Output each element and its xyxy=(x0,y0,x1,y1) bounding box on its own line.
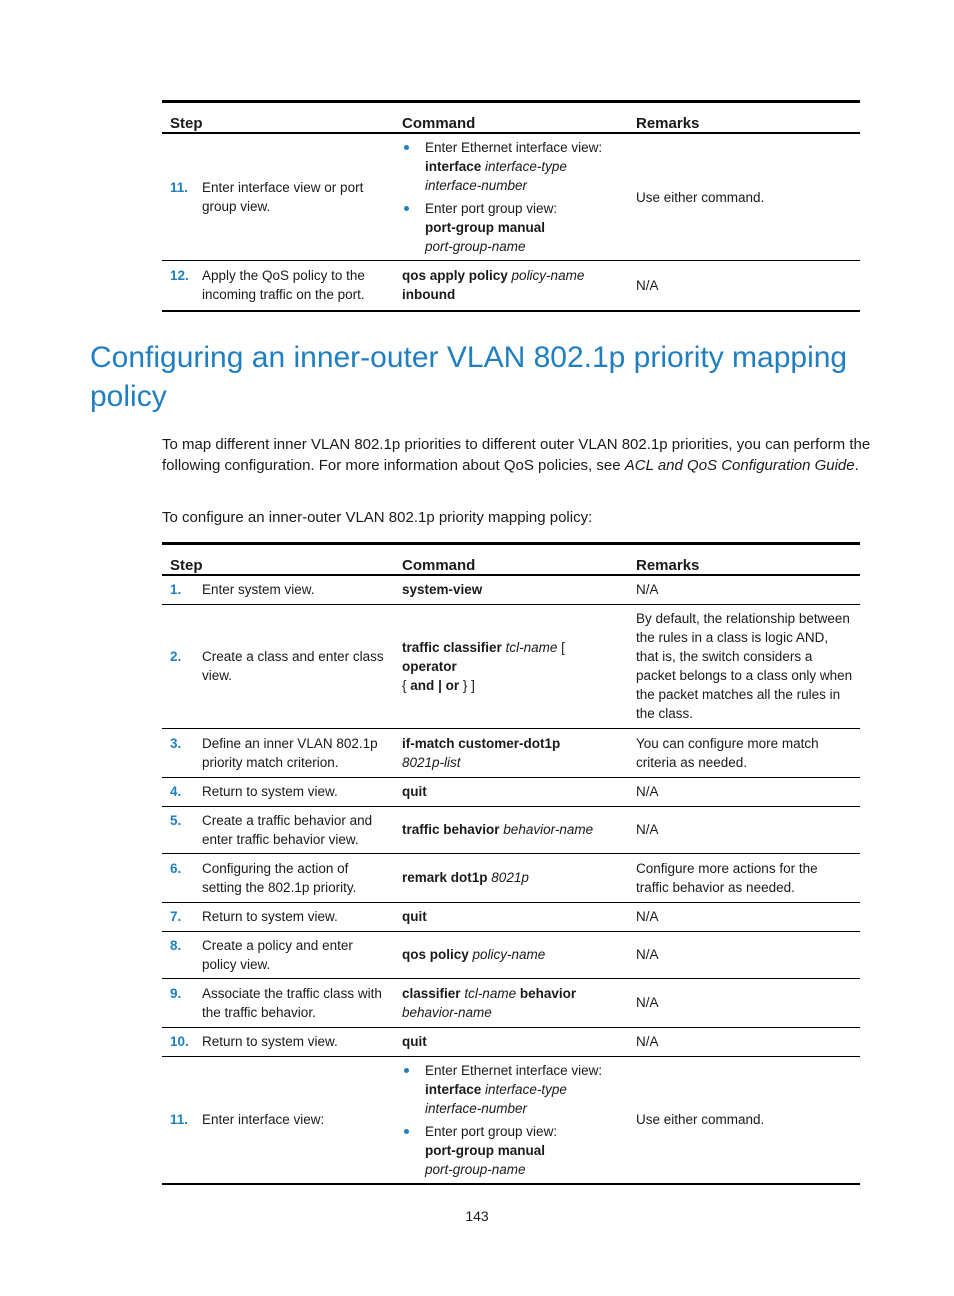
command-keyword: interface xyxy=(425,1081,482,1097)
step-number: 6. xyxy=(170,860,182,876)
step-number: 9. xyxy=(170,985,182,1001)
table-row xyxy=(162,853,860,902)
section-title: Configuring an inner-outer VLAN 802.1p priority mapping policy xyxy=(90,341,848,413)
step-cell xyxy=(162,853,394,902)
syntax-brace: { xyxy=(402,677,407,693)
step-cell xyxy=(162,777,394,806)
step-cell xyxy=(162,728,394,777)
list-item xyxy=(402,199,622,256)
remarks-cell: N/A xyxy=(628,978,860,1027)
list-item xyxy=(402,1122,622,1179)
option-intro: Enter Ethernet interface view: xyxy=(425,140,603,155)
command-keyword: inbound xyxy=(402,287,456,303)
step-cell xyxy=(162,1027,394,1056)
step-cell xyxy=(162,604,394,728)
step-number: 11. xyxy=(170,1112,189,1127)
table-row xyxy=(162,806,860,853)
command-cell xyxy=(394,806,628,853)
intro-text: To map different inner VLAN 802.1p priorities to different outer VLAN 802.1p priorities, you can perform the following configuration. For more information about QoS policies, see xyxy=(162,436,871,474)
config-steps-table-continued xyxy=(162,100,860,312)
command-argument: 8021p xyxy=(491,870,529,885)
step-number: 5. xyxy=(170,812,182,828)
table-row xyxy=(162,133,860,261)
table-row xyxy=(162,931,860,978)
table-header-row xyxy=(162,544,860,576)
intro-end: . xyxy=(854,457,859,474)
bullet-icon xyxy=(404,206,409,211)
bullet-icon xyxy=(404,145,409,150)
option-intro: Enter port group view: xyxy=(425,201,558,216)
remarks-cell: N/A xyxy=(628,931,860,978)
step-number: 4. xyxy=(170,784,182,799)
table-row xyxy=(162,777,860,806)
command-argument: tcl-name xyxy=(505,639,558,655)
step-description: Return to system view. xyxy=(202,784,338,799)
step-description: Enter interface view or port group view. xyxy=(202,180,364,214)
command-keyword: remark dot1p xyxy=(402,870,488,885)
step-description: Enter interface view: xyxy=(202,1112,325,1127)
step-number: 11. xyxy=(170,180,189,195)
step-number: 10. xyxy=(170,1034,189,1049)
syntax-close: } ] xyxy=(462,677,475,693)
step-number: 7. xyxy=(170,909,182,924)
command-cell xyxy=(394,133,628,261)
column-header-step: Step xyxy=(162,544,394,576)
command-keyword: port-group manual xyxy=(425,1142,545,1158)
command-keyword: or xyxy=(445,677,460,693)
command-keyword: interface xyxy=(425,159,482,174)
step-description: Create a class and enter class view. xyxy=(202,649,384,683)
command-options-list xyxy=(402,138,622,256)
command-argument: tcl-name xyxy=(464,985,517,1001)
command-cell xyxy=(394,777,628,806)
command-keyword: behavior xyxy=(519,985,577,1001)
remarks-cell: N/A xyxy=(628,777,860,806)
remarks-cell: N/A xyxy=(628,261,860,311)
command-keyword: traffic behavior xyxy=(402,822,500,837)
command-options-list xyxy=(402,1061,622,1179)
step-description: Return to system view. xyxy=(202,1034,338,1049)
remarks-cell: You can configure more match criteria as needed. xyxy=(628,728,860,777)
command-argument: behavior-name xyxy=(503,822,594,837)
remarks-cell: N/A xyxy=(628,575,860,604)
list-item xyxy=(402,138,622,195)
command-argument: 8021p-list xyxy=(402,754,461,770)
remarks-cell: N/A xyxy=(628,806,860,853)
command-cell xyxy=(394,902,628,931)
option-intro: Enter port group view: xyxy=(425,1123,558,1139)
list-item xyxy=(402,1061,622,1118)
remarks-cell: By default, the relationship between the rules in a class is logic AND, that is, the switch considers a packet belongs to a class only when the packet matches all the rules in the class. xyxy=(628,604,860,728)
command-cell xyxy=(394,1027,628,1056)
remarks-cell: N/A xyxy=(628,1027,860,1056)
step-description: Enter system view. xyxy=(202,582,315,598)
column-header-command: Command xyxy=(394,102,628,134)
command-cell xyxy=(394,1056,628,1184)
command-keyword: quit xyxy=(402,909,427,924)
command-keyword: if-match customer-dot1p xyxy=(402,735,561,751)
command-argument: port-group-name xyxy=(425,239,526,254)
column-header-remarks: Remarks xyxy=(628,544,860,576)
command-cell xyxy=(394,575,628,604)
command-keyword: system-view xyxy=(402,582,483,598)
step-cell xyxy=(162,575,394,604)
command-cell xyxy=(394,931,628,978)
command-keyword: qos policy xyxy=(402,947,469,962)
command-argument: port-group-name xyxy=(425,1161,526,1177)
command-keyword: port-group manual xyxy=(425,220,545,235)
table-row xyxy=(162,728,860,777)
step-cell xyxy=(162,261,394,311)
command-argument: policy-name xyxy=(511,268,585,284)
command-cell xyxy=(394,728,628,777)
step-number: 1. xyxy=(170,582,182,598)
option-intro: Enter Ethernet interface view: xyxy=(425,1062,603,1078)
step-description: Define an inner VLAN 802.1p priority match criterion. xyxy=(202,735,378,770)
step-number: 2. xyxy=(170,649,182,664)
config-steps-table xyxy=(162,542,860,1185)
remarks-cell: N/A xyxy=(628,902,860,931)
remarks-cell: Configure more actions for the traffic behavior as needed. xyxy=(628,853,860,902)
step-cell xyxy=(162,931,394,978)
command-argument: interface-type xyxy=(485,1081,567,1097)
command-cell xyxy=(394,604,628,728)
column-header-command: Command xyxy=(394,544,628,576)
command-keyword: qos apply policy xyxy=(402,268,508,284)
command-keyword: quit xyxy=(402,1034,427,1049)
step-cell xyxy=(162,806,394,853)
syntax-bracket: [ xyxy=(561,639,565,655)
table-row xyxy=(162,978,860,1027)
bullet-icon xyxy=(404,1129,409,1134)
step-number: 3. xyxy=(170,735,182,751)
command-argument: behavior-name xyxy=(402,1004,492,1020)
step-description: Return to system view. xyxy=(202,909,338,924)
step-description: Apply the QoS policy to the incoming traffic on the port. xyxy=(202,268,365,303)
table-header-row xyxy=(162,102,860,134)
column-header-remarks: Remarks xyxy=(628,102,860,134)
command-argument: interface-number xyxy=(425,1100,528,1116)
command-keyword: traffic classifier xyxy=(402,639,502,655)
command-cell xyxy=(394,261,628,311)
table-row xyxy=(162,902,860,931)
command-cell xyxy=(394,853,628,902)
procedure-lead: To configure an inner-outer VLAN 802.1p priority mapping policy: xyxy=(162,509,593,526)
bullet-icon xyxy=(404,1068,409,1073)
remarks-cell: Use either command. xyxy=(628,133,860,261)
table-row xyxy=(162,1056,860,1184)
command-keyword: and xyxy=(410,677,435,693)
step-number: 8. xyxy=(170,937,182,953)
step-description: Create a policy and enter policy view. xyxy=(202,937,353,972)
command-cell xyxy=(394,978,628,1027)
command-argument: interface-number xyxy=(425,178,528,193)
table-row xyxy=(162,1027,860,1056)
command-argument: interface-type xyxy=(485,159,567,174)
column-header-step: Step xyxy=(162,102,394,134)
page-number: 143 xyxy=(465,1208,489,1224)
step-number: 12. xyxy=(170,268,189,284)
step-description: Associate the traffic class with the traffic behavior. xyxy=(202,985,382,1020)
table-row xyxy=(162,261,860,311)
step-description: Create a traffic behavior and enter traffic behavior view. xyxy=(202,812,373,847)
command-argument: policy-name xyxy=(472,947,546,962)
step-description: Configuring the action of setting the 802.1p priority. xyxy=(202,860,357,895)
syntax-pipe: | xyxy=(438,677,442,693)
step-cell xyxy=(162,978,394,1027)
table-row xyxy=(162,575,860,604)
guide-reference: ACL and QoS Configuration Guide xyxy=(624,457,855,474)
command-keyword: classifier xyxy=(402,985,461,1001)
step-cell xyxy=(162,133,394,261)
table-row xyxy=(162,604,860,728)
command-keyword: quit xyxy=(402,784,427,799)
intro-paragraph xyxy=(162,434,872,476)
command-keyword: operator xyxy=(402,658,457,674)
step-cell xyxy=(162,902,394,931)
step-cell xyxy=(162,1056,394,1184)
remarks-cell: Use either command. xyxy=(628,1056,860,1184)
